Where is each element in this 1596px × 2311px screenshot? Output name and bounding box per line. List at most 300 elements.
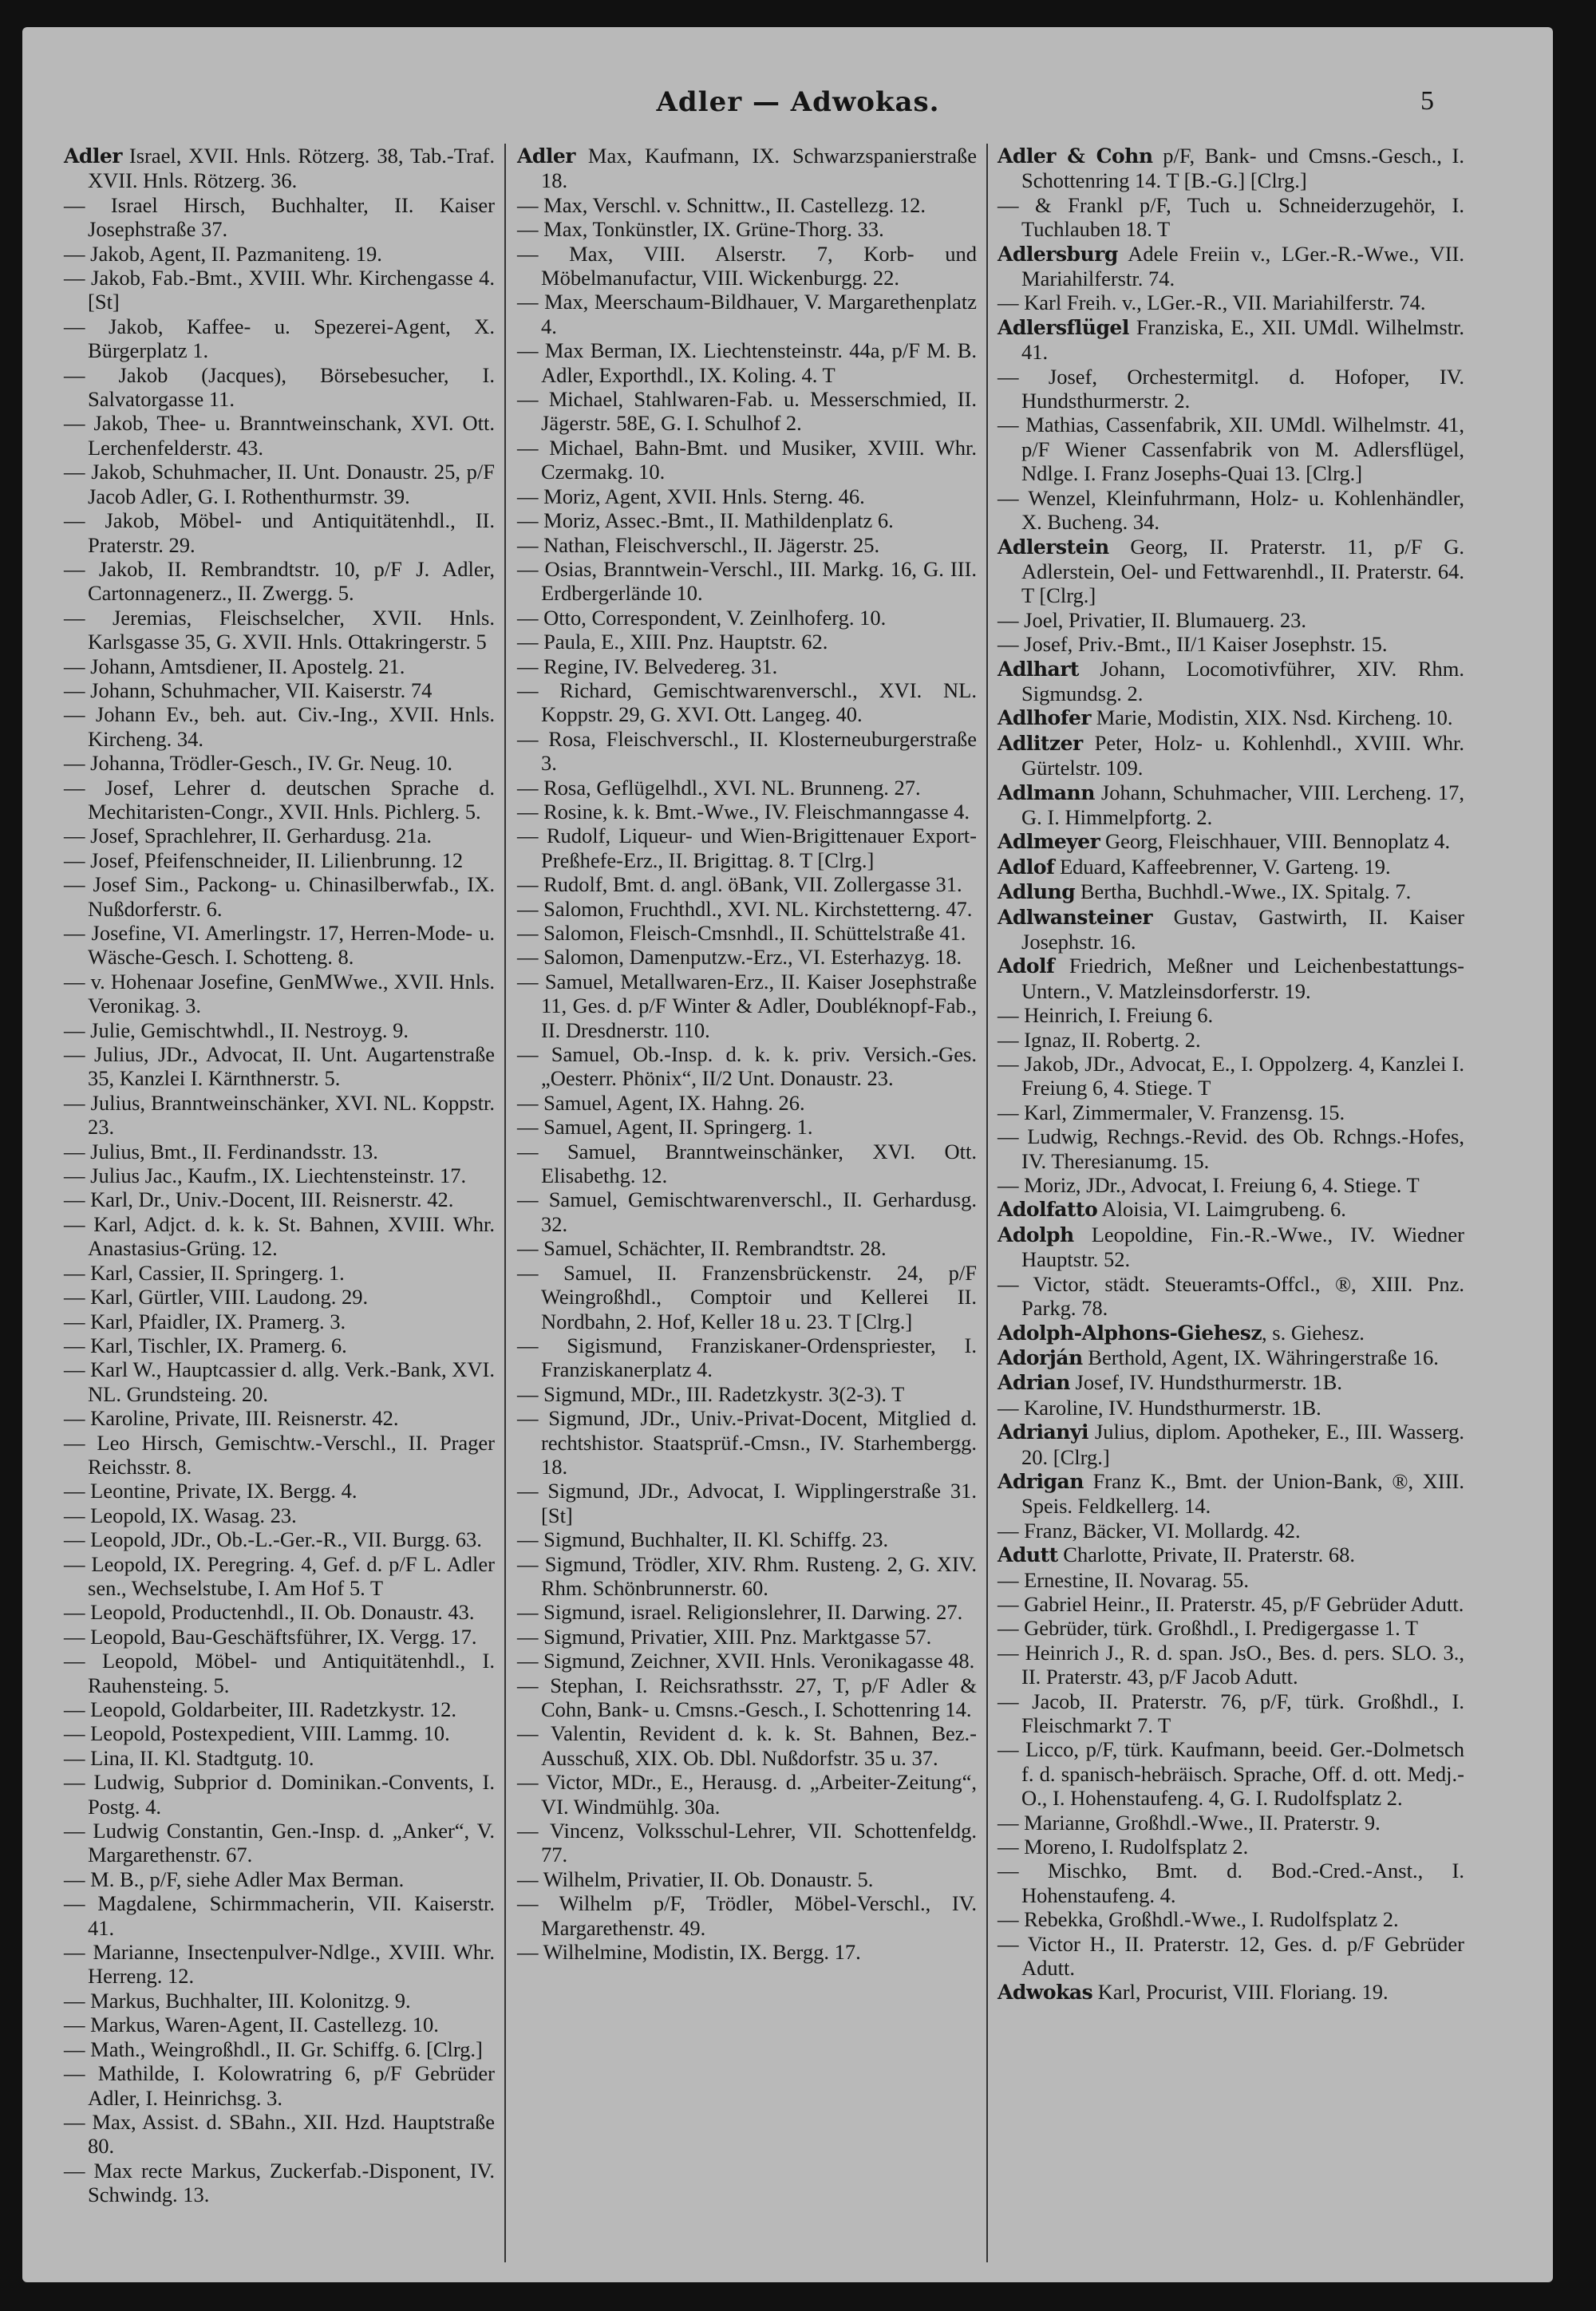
directory-entry (517, 800, 977, 824)
directory-entry (998, 1420, 1464, 1469)
entry-text: — Leopold, Möbel- und Antiquitätenhdl., I. Rauhensteing. 5. (64, 1649, 495, 1697)
directory-entry (998, 193, 1464, 242)
entry-surname: Adorján (998, 1345, 1083, 1369)
directory-entry (998, 1907, 1464, 1931)
directory-entry (998, 1028, 1464, 1052)
entry-text: — Sigmund, Privatier, XIII. Pnz. Marktgasse 57. (517, 1624, 932, 1649)
directory-entry (517, 1552, 977, 1601)
entry-surname: Adlersflügel (998, 315, 1129, 339)
entry-text: — Markus, Waren-Agent, II. Castellezg. 10. (64, 2013, 439, 2037)
entry-text: — Magdalene, Schirmmacherin, VII. Kaiserstr. 41. (64, 1891, 495, 1940)
directory-entry (64, 921, 495, 970)
entry-text: — Mischko, Bmt. d. Bod.-Cred.-Anst., I. Hohenstaufeng. 4. (998, 1859, 1464, 1907)
entry-text: — Josef, Pfeifenschneider, II. Lilienbrunng. 12 (64, 847, 464, 872)
directory-entry (998, 1321, 1464, 1345)
entry-text: — Sigmund, Buchhalter, II. Kl. Schiffg. 23. (517, 1527, 889, 1552)
entry-text: — Josefine, VI. Amerlingstr. 17, Herren-Mode- u. Wäsche-Gesch. I. Schotteng. 8. (64, 921, 495, 970)
directory-entry (998, 657, 1464, 706)
directory-entry (517, 1721, 977, 1770)
directory-entry (998, 290, 1464, 314)
directory-entry (517, 1649, 977, 1673)
directory-entry (517, 144, 977, 193)
directory-entry (517, 1819, 977, 1867)
directory-entry (517, 1625, 977, 1649)
entry-text: — Josef, Lehrer d. deutschen Sprache d. Mechitaristen-Congr., XVII. Hnls. Pichlerg. 5. (64, 775, 495, 824)
entry-text: — Rosine, k. k. Bmt.-Wwe., IV. Fleischmanngasse 4. (517, 799, 970, 824)
entry-text: — Wilhelmine, Modistin, IX. Bergg. 17. (517, 1940, 861, 1965)
entry-text: Franziska, E., XII. UMdl. Wilhelmstr. 41. (1021, 314, 1464, 365)
column-2 (517, 144, 977, 1964)
directory-entry (998, 1345, 1464, 1370)
entry-text: — Lina, II. Kl. Stadtgutg. 10. (64, 1745, 314, 1770)
entry-text: — Leopold, IX. Wasag. 23. (64, 1503, 297, 1527)
entry-surname: Adlung (998, 880, 1076, 904)
entry-text: — Samuel, Agent, IX. Hahng. 26. (517, 1090, 805, 1115)
directory-entry (998, 954, 1464, 1003)
directory-entry (517, 1479, 977, 1527)
entry-text: Israel, XVII. Hnls. Rötzerg. 38, Tab.-Traf. XVII. Hnls. Rötzerg. 36. (88, 144, 495, 193)
directory-entry (64, 606, 495, 654)
entry-surname: Adlwansteiner (998, 905, 1153, 929)
directory-entry (64, 1867, 495, 1891)
entry-text: — M. B., p/F, siehe Adler Max Berman. (64, 1867, 405, 1891)
entry-text: — Jakob (Jacques), Börsebesucher, I. Salvatorgasse 11. (64, 362, 495, 412)
entry-text: — Johann Ev., beh. aut. Civ.-Ing., XVII. Hnls. Kircheng. 34. (64, 702, 495, 751)
entry-text: — Julie, Gemischtwhdl., II. Nestroyg. 9. (64, 1017, 409, 1042)
entry-text: — Otto, Correspondent, V. Zeinlhoferg. 10. (517, 605, 887, 630)
entry-text: — Johann, Schuhmacher, VII. Kaiserstr. 74 (64, 677, 433, 702)
directory-entry (64, 2159, 495, 2207)
directory-entry (998, 144, 1464, 193)
entry-text: — Sigmund, MDr., III. Radetzkystr. 3(2-3). T (517, 1381, 905, 1406)
directory-entry (517, 1867, 977, 1891)
entry-surname: Adlhofer (998, 706, 1092, 730)
directory-entry (64, 1285, 495, 1309)
directory-entry (998, 1543, 1464, 1567)
entry-text: — Karl, Zimmermaler, V. Franzensg. 15. (998, 1100, 1345, 1124)
column-1 (64, 144, 495, 2207)
directory-entry (517, 1600, 977, 1624)
directory-entry (998, 705, 1464, 730)
directory-entry (517, 338, 977, 387)
entry-text: — Jakob, II. Rembrandtstr. 10, p/F J. Adler, Cartonnagenerz., II. Zwergg. 5. (64, 556, 495, 606)
entry-text: — Julius, Branntweinschänker, XVI. NL. Koppstr. 23. (64, 1090, 495, 1140)
entry-surname: Adolfatto (998, 1198, 1098, 1222)
directory-entry (517, 1261, 977, 1333)
directory-entry (517, 1382, 977, 1406)
directory-entry (517, 630, 977, 654)
directory-entry (64, 1431, 495, 1479)
directory-entry (64, 1770, 495, 1819)
entry-text: Friedrich, Meßner und Leichenbestattungs-Untern., V. Matzleinsdorferstr. 19. (1021, 954, 1464, 1003)
entry-text: — Rudolf, Liqueur- und Wien-Brigittenauer Export-Preßhefe-Erz., II. Brigittag. 8. T [Clrg.] (517, 824, 977, 872)
entry-text: — Ernestine, II. Novarag. 55. (998, 1567, 1249, 1592)
entry-text: — Joel, Privatier, II. Blumauerg. 23. (998, 607, 1307, 632)
directory-entry (64, 314, 495, 363)
directory-entry (517, 1187, 977, 1236)
entry-text: Max, Kaufmann, IX. Schwarzspanierstraße 18. (541, 144, 977, 193)
directory-entry (517, 1891, 977, 1940)
entry-text: — Sigismund, Franziskaner-Ordenspriester, I. Franziskanerplatz 4. (517, 1333, 977, 1382)
entry-text: — Wenzel, Kleinfuhrmann, Holz- u. Kohlenhändler, X. Bucheng. 34. (998, 485, 1464, 535)
directory-entry (517, 945, 977, 969)
directory-entry (998, 1197, 1464, 1222)
entry-text: Johann, Schuhmacher, VIII. Lercheng. 17, G. I. Himmelpfortg. 2. (1021, 780, 1464, 829)
directory-entry (64, 1819, 495, 1867)
entry-surname: Adlerstein (998, 535, 1109, 559)
entry-text: Peter, Holz- u. Kohlenhdl., XVIII. Whr. Gürtelstr. 109. (1021, 730, 1464, 780)
entry-text: — Moriz, JDr., Advocat, I. Freiung 6, 4. Stiege. T (998, 1173, 1420, 1198)
entry-text: — Jakob, Möbel- und Antiquitätenhdl., II. Praterstr. 29. (64, 508, 495, 557)
directory-entry (64, 1212, 495, 1261)
directory-entry (64, 2013, 495, 2036)
entry-text: — Markus, Buchhalter, III. Kolonitzg. 9. (64, 1988, 411, 2013)
entry-text: Josef, IV. Hundsthurmerstr. 1B. (1069, 1370, 1342, 1395)
directory-entry (517, 606, 977, 630)
directory-entry (517, 387, 977, 436)
entry-text: — Heinrich J., R. d. span. JsO., Bes. d. pers. SLO. 3., II. Praterstr. 43, p/F Jacob Adutt. (998, 1640, 1464, 1689)
entry-text: — Samuel, Metallwaren-Erz., II. Kaiser Josephstraße 11, Ges. d. p/F Winter & Adler, Doubléknopf-Fab., II. Dresdnerstr. 110. (517, 969, 977, 1042)
entry-text: — Jacob, II. Praterstr. 76, p/F, türk. Großhdl., I. Fleischmarkt 7. T (998, 1689, 1464, 1737)
entry-text: — Leopold, Bau-Geschäftsführer, IX. Vergg. 17. (64, 1624, 477, 1649)
directory-entry (517, 1115, 977, 1139)
directory-entry (64, 1940, 495, 1989)
entry-text: — Samuel, Agent, II. Springerg. 1. (517, 1115, 813, 1140)
directory-entry (998, 829, 1464, 854)
entry-text: — Samuel, Gemischtwarenverschl., II. Gerhardusg. 32. (517, 1187, 977, 1236)
entry-text: — Leopold, IX. Peregring. 4, Gef. d. p/F L. Adler sen., Wechselstube, I. Am Hof 5. T (64, 1551, 495, 1600)
entry-text: — Mathias, Cassenfabrik, XII. UMdl. Wilhelmstr. 41, p/F Wiener Cassenfabrik von M. Adlersflügel, Ndlge. I. Franz Josephs-Quai 13. [Clrg.] (998, 413, 1464, 486)
entry-text: — Marianne, Großhdl.-Wwe., II. Praterstr. 9. (998, 1810, 1381, 1835)
entry-text: — Salomon, Damenputzw.-Erz., VI. Esterhazyg. 18. (517, 945, 962, 970)
entry-text: Georg, Fleischhauer, VIII. Bennoplatz 4. (1100, 829, 1451, 854)
entry-text: — Karl, Tischler, IX. Pramerg. 6. (64, 1333, 347, 1357)
entry-surname: Adlitzer (998, 731, 1083, 755)
column-divider (504, 144, 506, 2262)
entry-text: , s. Giehesz. (1262, 1320, 1365, 1345)
entry-text: — Israel Hirsch, Buchhalter, II. Kaiser Josephstraße 37. (64, 192, 495, 242)
directory-entry (998, 1641, 1464, 1689)
entry-surname: Adrigan (998, 1469, 1084, 1493)
directory-entry (64, 1600, 495, 1624)
directory-entry (64, 460, 495, 508)
entry-text: — Moreno, I. Rudolfsplatz 2. (998, 1835, 1249, 1859)
entry-text: — Julius, JDr., Advocat, II. Unt. Augartenstraße 35, Kanzlei I. Kärnthnerstr. 5. (64, 1042, 495, 1091)
directory-entry (998, 632, 1464, 656)
directory-entry (998, 1811, 1464, 1835)
directory-entry (517, 1236, 977, 1260)
directory-entry (64, 702, 495, 751)
directory-entry (64, 1261, 495, 1285)
entry-text: — Max, Assist. d. SBahn., XII. Hzd. Hauptstraße 80. (64, 2109, 495, 2159)
directory-entry (64, 411, 495, 460)
directory-entry (998, 905, 1464, 954)
entry-text: — Johanna, Trödler-Gesch., IV. Gr. Neug. 10. (64, 751, 452, 776)
directory-entry (517, 1527, 977, 1551)
entry-text: — Nathan, Fleischverschl., II. Jägerstr. 25. (517, 532, 880, 557)
entry-surname: Adrian (998, 1371, 1070, 1395)
directory-entry (998, 1223, 1464, 1272)
entry-text: — Karl, Cassier, II. Springerg. 1. (64, 1260, 345, 1285)
directory-entry (64, 144, 495, 193)
entry-text: — Osias, Branntwein-Verschl., III. Markg. 16, G. III. Erdbergerlände 10. (517, 556, 977, 606)
directory-entry (517, 654, 977, 678)
column-3 (998, 144, 1464, 2005)
entry-text: — Victor, städt. Steueramts-Offcl., ®, XIII. Pnz. Parkg. 78. (998, 1271, 1464, 1321)
directory-entry (998, 780, 1464, 830)
entry-text: — Josef, Priv.-Bmt., II/1 Kaiser Josephstr. 15. (998, 632, 1388, 657)
directory-entry (64, 2110, 495, 2159)
directory-entry (64, 266, 495, 314)
entry-text: Marie, Modistin, XIX. Nsd. Kircheng. 10. (1091, 705, 1453, 730)
entry-text: Bertha, Buchhdl.-Wwe., IX. Spitalg. 7. (1075, 879, 1412, 904)
entry-text: — Regine, IV. Belvedereg. 31. (517, 654, 778, 678)
directory-entry (517, 824, 977, 872)
entry-text: Julius, diplom. Apotheker, E., III. Wasserg. 20. [Clrg.] (1021, 1420, 1464, 1469)
directory-entry (64, 193, 495, 242)
entry-text: — Ludwig, Rechngs.-Revid. des Ob. Rchngs.-Hofes, IV. Theresianumg. 15. (998, 1124, 1464, 1173)
entry-text: Karl, Procurist, VIII. Floriang. 19. (1092, 1980, 1389, 2005)
directory-entry (517, 921, 977, 945)
entry-text: — Jakob, Kaffee- u. Spezerei-Agent, X. Bürgerplatz 1. (64, 314, 495, 363)
directory-entry (998, 535, 1464, 608)
entry-text: — Gabriel Heinr., II. Praterstr. 45, p/F Gebrüder Adutt. (998, 1591, 1464, 1616)
directory-entry (517, 290, 977, 338)
entry-text: — Max, Tonkünstler, IX. Grüne-Thorg. 33. (517, 217, 884, 242)
directory-entry (64, 1527, 495, 1551)
directory-entry (998, 1519, 1464, 1543)
entry-text: — Leo Hirsch, Gemischtw.-Verschl., II. Prager Reichsstr. 8. (64, 1430, 495, 1479)
directory-entry (64, 1891, 495, 1940)
entry-text: — Sigmund, JDr., Univ.-Privat-Docent, Mitglied d. rechtshistor. Staatsprüf.-Cmsn., IV. Starhembergg. 18. (517, 1406, 977, 1479)
directory-entry (998, 1835, 1464, 1859)
entry-text: — Valentin, Revident d. k. k. St. Bahnen, Bez.-Ausschuß, XIX. Ob. Dbl. Nußdorfstr. 35 u. 37. (517, 1721, 977, 1770)
directory-entry (998, 1616, 1464, 1640)
directory-entry (517, 484, 977, 508)
entry-text: — Rudolf, Bmt. d. angl. öBank, VII. Zollergasse 31. (517, 872, 962, 897)
directory-entry (998, 1689, 1464, 1738)
entry-text: Franz K., Bmt. der Union-Bank, ®, XIII. Speis. Feldkellerg. 14. (1021, 1468, 1464, 1519)
entry-text: — Ignaz, II. Robertg. 2. (998, 1027, 1201, 1052)
directory-entry (517, 1333, 977, 1382)
page-number: 5 (1420, 86, 1434, 116)
entry-text: — Moriz, Assec.-Bmt., II. Mathildenplatz 6. (517, 508, 894, 533)
directory-entry (517, 727, 977, 776)
directory-entry (517, 1406, 977, 1479)
directory-entry (998, 1100, 1464, 1124)
directory-entry (64, 872, 495, 921)
directory-entry (998, 1272, 1464, 1321)
directory-entry (998, 315, 1464, 365)
directory-entry (517, 1770, 977, 1819)
column-divider (986, 144, 988, 2262)
entry-text: — Paula, E., XIII. Pnz. Hauptstr. 62. (517, 630, 828, 654)
entry-surname: Adolf (998, 954, 1055, 978)
directory-entry (517, 436, 977, 484)
entry-text: — Max, Verschl. v. Schnittw., II. Castellezg. 12. (517, 192, 926, 217)
entry-text: — Marianne, Insectenpulver-Ndlge., XVIII. Whr. Herreng. 12. (64, 1940, 495, 1989)
entry-surname: Adwokas (998, 1981, 1093, 2005)
entry-text: — Jeremias, Fleischselcher, XVII. Hnls. Karlsgasse 35, G. XVII. Hnls. Ottakringerstr. 5 (64, 605, 495, 654)
directory-entry (64, 1552, 495, 1601)
entry-text: — Jakob, JDr., Advocat, E., I. Oppolzerg. 4, Kanzlei I. Freiung 6, 4. Stiege. T (998, 1052, 1464, 1100)
entry-text: — Salomon, Fleisch-Cmsnhdl., II. Schüttelstraße 41. (517, 921, 966, 945)
entry-text: — Karl, Pfaidler, IX. Pramerg. 3. (64, 1309, 346, 1333)
directory-entry (64, 2061, 495, 2110)
entry-text: — Vincenz, Volksschul-Lehrer, VII. Schottenfeldg. 77. (517, 1819, 977, 1867)
directory-entry (64, 751, 495, 775)
directory-entry (998, 1370, 1464, 1395)
entry-text: — Johann, Amtsdiener, II. Apostelg. 21. (64, 654, 405, 678)
entry-text: — Karl, Gürtler, VIII. Laudong. 29. (64, 1285, 369, 1310)
entry-text: — Richard, Gemischtwarenverschl., XVI. NL. Koppstr. 29, G. XVI. Ott. Langeg. 40. (517, 677, 977, 727)
entry-text: — Victor, MDr., E., Herausg. d. „Arbeiter-Zeitung“, VI. Windmühlg. 30a. (517, 1770, 977, 1819)
directory-entry (64, 1625, 495, 1649)
directory-entry (64, 1479, 495, 1503)
entry-surname: Adlhart (998, 657, 1079, 681)
directory-entry (64, 776, 495, 824)
directory-entry (64, 1721, 495, 1745)
directory-entry (517, 897, 977, 921)
entry-text: Aloisia, VI. Laimgrubeng. 6. (1097, 1197, 1346, 1222)
entry-text: Georg, II. Praterstr. 11, p/F G. Adlerstein, Oel- und Fettwarenhdl., II. Praterstr. 64. T [Clrg.] (1021, 534, 1464, 608)
entry-text: — Jakob, Fab.-Bmt., XVIII. Whr. Kirchengasse 4. [St] (64, 266, 495, 314)
directory-entry (64, 1187, 495, 1211)
directory-entry (517, 1673, 977, 1722)
entry-text: — Franz, Bäcker, VI. Mollardg. 42. (998, 1518, 1301, 1543)
directory-entry (998, 608, 1464, 632)
directory-entry (998, 1592, 1464, 1616)
entry-surname: Adler (64, 144, 122, 168)
directory-entry (517, 557, 977, 606)
directory-entry (64, 848, 495, 872)
directory-entry (998, 1396, 1464, 1420)
entry-text: — Moriz, Agent, XVII. Hnls. Sterng. 46. (517, 484, 865, 508)
entry-text: — Ludwig Constantin, Gen.-Insp. d. „Anker“, V. Margarethenstr. 67. (64, 1819, 495, 1867)
entry-text: — Samuel, Schächter, II. Rembrandtstr. 28. (517, 1236, 887, 1261)
entry-text: — Mathilde, I. Kolowratring 6, p/F Gebrüder Adler, I. Heinrichsg. 3. (64, 2061, 495, 2110)
entry-text: — Sigmund, Zeichner, XVII. Hnls. Veronikagasse 48. (517, 1649, 975, 1673)
entry-text: — Stephan, I. Reichsrathsstr. 27, T, p/F Adler & Cohn, Bank- u. Cmsns.-Gesch., I. Schottenring 14. (517, 1673, 977, 1721)
entry-text: — Salomon, Fruchthdl., XVI. NL. Kirchstetterng. 47. (517, 896, 973, 921)
entry-text: — Josef Sim., Packong- u. Chinasilberwfab., IX. Nußdorferstr. 6. (64, 872, 495, 921)
directory-entry (517, 217, 977, 241)
entry-text: — Victor H., II. Praterstr. 12, Ges. d. p/F Gebrüder Adutt. (998, 1931, 1464, 1981)
directory-entry (998, 1568, 1464, 1592)
directory-entry (998, 413, 1464, 485)
directory-entry (64, 1989, 495, 2013)
entry-text: — Jakob, Schuhmacher, II. Unt. Donaustr. 25, p/F Jacob Adler, G. I. Rothenthurmstr. 39. (64, 460, 495, 508)
directory-entry (64, 824, 495, 847)
entry-text: — Karoline, IV. Hundsthurmerstr. 1B. (998, 1395, 1321, 1420)
entry-text: — Wilhelm p/F, Trödler, Möbel-Verschl., IV. Margarethenstr. 49. (517, 1891, 977, 1940)
entry-text: — Leontine, Private, IX. Bergg. 4. (64, 1479, 358, 1503)
directory-entry (998, 365, 1464, 413)
entry-text: — Samuel, II. Franzensbrückenstr. 24, p/F Weingroßhdl., Comptoir und Kellerei II. Nordbahn, 2. Hof, Keller 18 u. 23. T [Clrg.] (517, 1260, 977, 1333)
directory-entry (64, 1697, 495, 1721)
entry-text: — Sigmund, israel. Religionslehrer, II. Darwing. 27. (517, 1600, 963, 1625)
directory-entry (64, 363, 495, 412)
directory-entry (64, 1042, 495, 1091)
directory-entry (64, 1310, 495, 1333)
entry-text: — Max, Meerschaum-Bildhauer, V. Margarethenplatz 4. (517, 290, 977, 338)
directory-entry (64, 1140, 495, 1163)
directory-entry (517, 776, 977, 800)
entry-text: — Wilhelm, Privatier, II. Ob. Donaustr. 5. (517, 1867, 874, 1891)
directory-entry (998, 1003, 1464, 1027)
entry-text: — Julius Jac., Kaufm., IX. Liechtensteinstr. 17. (64, 1163, 467, 1188)
directory-entry (998, 1737, 1464, 1810)
directory-entry (517, 242, 977, 290)
entry-text: — Max, VIII. Alserstr. 7, Korb- und Möbelmanufactur, VIII. Wickenburgg. 22. (517, 241, 977, 290)
directory-entry (64, 1163, 495, 1187)
directory-entry (998, 1052, 1464, 1100)
entry-text: — Michael, Bahn-Bmt. und Musiker, XVIII. Whr. Czermakg. 10. (517, 435, 977, 484)
entry-text: — Karl W., Hauptcassier d. allg. Verk.-Bank, XVI. NL. Grundsteing. 20. (64, 1357, 495, 1406)
entry-text: — Jakob, Thee- u. Branntweinschank, XVI. Ott. Lerchenfelderstr. 43. (64, 411, 495, 460)
directory-entry (64, 1091, 495, 1140)
directory-entry (64, 508, 495, 557)
directory-entry (998, 731, 1464, 780)
directory-entry (517, 678, 977, 727)
entry-surname: Adler (517, 144, 575, 168)
directory-entry (64, 2037, 495, 2061)
entry-text: — Rosa, Fleischverschl., II. Klosterneuburgerstraße 3. (517, 726, 977, 776)
entry-surname: Adlmann (998, 780, 1095, 804)
entry-text: Gustav, Gastwirth, II. Kaiser Josephstr. 16. (1021, 904, 1464, 954)
entry-text: — Josef, Sprachlehrer, II. Gerhardusg. 21a. (64, 824, 433, 848)
directory-entry (64, 1406, 495, 1430)
entry-text: — Gebrüder, türk. Großhdl., I. Predigergasse 1. T (998, 1616, 1419, 1641)
entry-text: — Karoline, Private, III. Reisnerstr. 42. (64, 1406, 399, 1431)
entry-text: — Samuel, Branntweinschänker, XVI. Ott. Elisabethg. 12. (517, 1139, 977, 1188)
entry-text: Eduard, Kaffeebrenner, V. Garteng. 19. (1054, 854, 1391, 879)
directory-entry (998, 1469, 1464, 1519)
directory-entry (64, 678, 495, 702)
entry-text: Charlotte, Private, II. Praterstr. 68. (1057, 1543, 1356, 1567)
directory-entry (64, 1649, 495, 1697)
directory-entry (64, 1357, 495, 1406)
entry-text: — Karl Freih. v., LGer.-R., VII. Mariahilferstr. 74. (998, 290, 1426, 315)
directory-entry (517, 970, 977, 1042)
entry-surname: Adler & Cohn (998, 144, 1153, 168)
directory-entry (998, 1859, 1464, 1907)
entry-text: — Max recte Markus, Zuckerfab.-Disponent, IV. Schwindg. 13. (64, 2158, 495, 2207)
directory-entry (998, 242, 1464, 291)
entry-surname: Adlmeyer (998, 830, 1100, 854)
entry-text: — Ludwig, Subprior d. Dominikan.-Convents, I. Postg. 4. (64, 1770, 495, 1819)
directory-entry (517, 508, 977, 532)
entry-text: Adele Freiin v., LGer.-R.-Wwe., VII. Mariahilferstr. 74. (1021, 241, 1464, 291)
entry-text: — Leopold, JDr., Ob.-L.-Ger.-R., VII. Burgg. 63. (64, 1527, 482, 1552)
entry-text: p/F, Bank- und Cmsns.-Gesch., I. Schottenring 14. T [B.-G.] [Clrg.] (1021, 144, 1464, 193)
entry-text: Leopoldine, Fin.-R.-Wwe., IV. Wiedner Hauptstr. 52. (1021, 1222, 1464, 1272)
directory-entry (64, 1018, 495, 1042)
directory-entry (998, 1980, 1464, 2005)
directory-entry (64, 1333, 495, 1357)
entry-text: — Leopold, Productenhdl., II. Ob. Donaustr. 43. (64, 1600, 475, 1625)
directory-entry (517, 533, 977, 557)
entry-surname: Adolph (998, 1223, 1074, 1246)
entry-text: — Leopold, Postexpedient, VIII. Lammg. 10. (64, 1721, 450, 1746)
entry-text: — v. Hohenaar Josefine, GenMWwe., XVII. Hnls. Veronikag. 3. (64, 969, 495, 1018)
directory-entry (998, 1173, 1464, 1197)
entry-text: — Rebekka, Großhdl.-Wwe., I. Rudolfsplatz 2. (998, 1907, 1399, 1932)
entry-text: — Sigmund, Trödler, XIV. Rhm. Rusteng. 2, G. XIV. Rhm. Schönbrunnerstr. 60. (517, 1551, 977, 1600)
directory-entry (998, 1124, 1464, 1173)
entry-surname: Adrianyi (998, 1420, 1088, 1444)
directory-entry (64, 242, 495, 266)
